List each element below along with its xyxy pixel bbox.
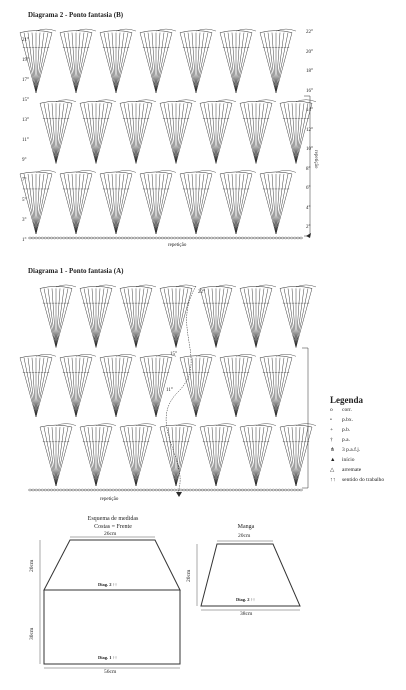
row-number-left: 5° [22,198,27,203]
schema-diag2-label: Diag. 2 ↑↑ [98,582,118,587]
schema-subtitle: Costas = Frente [94,524,132,530]
schema-top-width: 26cm [104,531,117,537]
row-number-right: 2° [306,225,311,230]
diagram-1-row-marker: 11° [166,388,173,393]
legend-item [330,448,360,454]
row-number-right: 20° [306,49,313,55]
legend-label: p.bx. [342,417,353,423]
row-number-right: 4° [306,205,311,211]
legend-symbol-icon: ⋔ [330,447,335,453]
row-number-left: 1° [22,238,27,243]
row-number-left: 13° [22,118,29,123]
row-number-right: 6° [306,186,311,191]
legend-symbol-icon: † [330,437,333,443]
schema-title: Esquema de medidas [87,516,139,522]
legend-title: Legenda [330,395,364,405]
row-number-right: 10° [306,147,313,152]
legend-label: 3 p.a.f.j. [342,447,361,453]
sleeve-bottom-width: 38cm [240,611,253,617]
lower-body-piece [44,590,180,664]
diagram-2-side-repeat-label: repetição [313,150,318,169]
legend-label: p.a. [342,437,350,443]
sleeve-height: 20cm [186,569,192,582]
sleeve-diag2-label: Diag. 2 ↑↑ [236,597,256,602]
row-number-left: 11° [22,138,29,143]
legend-label: sentido do trabalho [342,477,385,483]
legend-symbol-icon: o [330,407,333,413]
legend-item [330,408,352,414]
row-number-right: 16° [306,88,313,94]
diagram-1-row-marker: 15° [170,352,177,357]
legend-item [330,468,361,474]
diagram-2-repeat-label: repetição [168,243,187,248]
row-number-left: 7° [22,178,27,183]
legend-item [330,438,350,444]
row-number-right: 22° [306,30,313,35]
row-number-left: 19° [22,58,29,63]
legend-symbol-icon: • [330,417,332,423]
legend-item [330,418,353,424]
schema-lower-height: 30cm [29,627,35,640]
diagram-1-repeat-label: repetição [100,497,119,502]
legend-symbol-icon: △ [330,467,335,473]
measurement-schema [40,537,300,668]
sleeve-title: Manga [237,524,255,530]
diagram-2-chart [20,29,316,239]
row-number-right: 18° [306,69,313,74]
row-number-left: 15° [22,98,29,103]
legend-symbol-icon: + [330,427,334,433]
row-number-left: 17° [22,78,29,83]
schema-diag1-label: Diag. 1 ↑↑ [98,655,118,660]
sleeve-top-width: 20cm [238,533,251,539]
row-number-right: 8° [306,166,311,172]
legend-label: p.b. [342,427,351,433]
schema-upper-height: 20cm [29,559,35,572]
legend-item [330,428,350,434]
legend-item [330,458,355,464]
row-number-left: 3° [22,218,27,223]
legend-label: início [342,457,355,463]
diagram-2-title: Diagrama 2 - Ponto fantasia (B) [28,11,124,19]
row-number-right: 12° [306,127,313,133]
legend-item [330,478,384,484]
legend-label: arremate [342,467,362,473]
row-number-left: 21° [22,38,29,43]
legend-symbol-icon: ▲ [330,457,336,463]
legend-symbol-icon: ↑↑ [330,477,336,483]
row-number-right: 14° [306,108,313,113]
legend-label: corr. [342,407,352,413]
diagram-1-row-marker: 22° [198,290,205,295]
diagram-1-title: Diagrama 1 - Ponto fantasia (A) [28,267,124,275]
schema-bottom-width: 56cm [104,669,117,675]
row-number-left: 9° [22,158,27,163]
